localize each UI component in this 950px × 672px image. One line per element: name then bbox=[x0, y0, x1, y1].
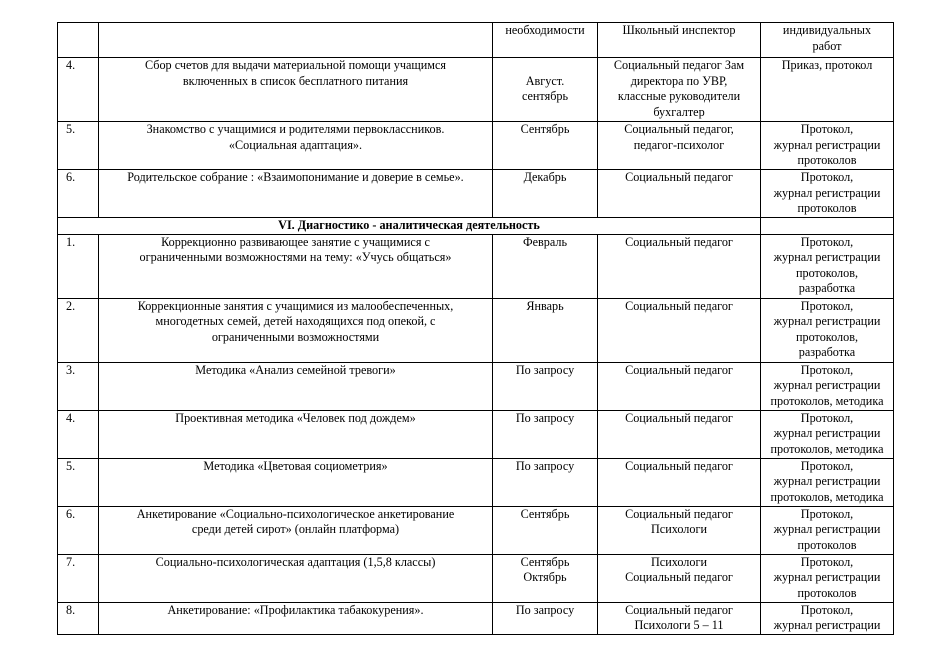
table-row bbox=[58, 298, 894, 362]
row-number-cell: 3. bbox=[58, 362, 99, 410]
timing-cell: Август. сентябрь bbox=[493, 58, 598, 122]
row-number-cell bbox=[58, 23, 99, 58]
timing-cell: Декабрь bbox=[493, 170, 598, 218]
result-cell: Протокол, журнал регистрации протоколов, методика bbox=[761, 458, 894, 506]
timing-cell: Январь bbox=[493, 298, 598, 362]
activity-cell: Анкетирование «Социально-психологическое анкетирование среди детей сирот» (онлайн платформа) bbox=[99, 506, 493, 554]
row-number-cell: 5. bbox=[58, 458, 99, 506]
section-row bbox=[58, 218, 894, 235]
section-title: VI. Диагностико - аналитическая деятельность bbox=[58, 218, 761, 235]
table-row bbox=[58, 554, 894, 602]
responsible-cell: Социальный педагог Психологи 5 – 11 bbox=[598, 602, 761, 634]
result-cell: Протокол, журнал регистрации протоколов, методика bbox=[761, 362, 894, 410]
responsible-cell: Социальный педагог bbox=[598, 410, 761, 458]
result-cell: Протокол, журнал регистрации протоколов bbox=[761, 506, 894, 554]
activity-cell: Методика «Анализ семейной тревоги» bbox=[99, 362, 493, 410]
responsible-cell: Социальный педагог Психологи bbox=[598, 506, 761, 554]
activity-cell: Социально-психологическая адаптация (1,5,8 классы) bbox=[99, 554, 493, 602]
timing-cell: По запросу bbox=[493, 602, 598, 634]
row-number-cell: 2. bbox=[58, 298, 99, 362]
row-number-cell: 6. bbox=[58, 170, 99, 218]
table-row bbox=[58, 234, 894, 298]
activity-cell: Проективная методика «Человек под дождем» bbox=[99, 410, 493, 458]
timing-cell: Февраль bbox=[493, 234, 598, 298]
plan-table bbox=[57, 22, 894, 635]
table-row bbox=[58, 122, 894, 170]
activity-cell: Анкетирование: «Профилактика табакокурения». bbox=[99, 602, 493, 634]
responsible-cell: Школьный инспектор bbox=[598, 23, 761, 58]
result-cell: Протокол, журнал регистрации протоколов, разработка bbox=[761, 298, 894, 362]
table-row bbox=[58, 23, 894, 58]
result-cell: Протокол, журнал регистрации протоколов bbox=[761, 122, 894, 170]
row-number-cell: 4. bbox=[58, 410, 99, 458]
table-row bbox=[58, 506, 894, 554]
timing-cell: Сентябрь Октябрь bbox=[493, 554, 598, 602]
table-row bbox=[58, 458, 894, 506]
result-cell bbox=[761, 218, 894, 235]
activity-cell bbox=[99, 23, 493, 58]
activity-cell: Сбор счетов для выдачи материальной помощи учащимся включенных в список бесплатного питания bbox=[99, 58, 493, 122]
table-row bbox=[58, 170, 894, 218]
result-cell: Протокол, журнал регистрации протоколов, разработка bbox=[761, 234, 894, 298]
responsible-cell: Психологи Социальный педагог bbox=[598, 554, 761, 602]
responsible-cell: Социальный педагог Зам директора по УВР, классные руководители бухгалтер bbox=[598, 58, 761, 122]
row-number-cell: 1. bbox=[58, 234, 99, 298]
result-cell: индивидуальных работ bbox=[761, 23, 894, 58]
row-number-cell: 8. bbox=[58, 602, 99, 634]
table-row bbox=[58, 602, 894, 634]
result-cell: Протокол, журнал регистрации bbox=[761, 602, 894, 634]
result-cell: Протокол, журнал регистрации протоколов, методика bbox=[761, 410, 894, 458]
result-cell: Протокол, журнал регистрации протоколов bbox=[761, 554, 894, 602]
table-row bbox=[58, 362, 894, 410]
result-cell: Приказ, протокол bbox=[761, 58, 894, 122]
activity-cell: Знакомство с учащимися и родителями первоклассников. «Социальная адаптация». bbox=[99, 122, 493, 170]
timing-cell: Сентябрь bbox=[493, 122, 598, 170]
responsible-cell: Социальный педагог bbox=[598, 170, 761, 218]
table-row bbox=[58, 410, 894, 458]
timing-cell: необходимости bbox=[493, 23, 598, 58]
timing-cell: По запросу bbox=[493, 410, 598, 458]
responsible-cell: Социальный педагог bbox=[598, 362, 761, 410]
row-number-cell: 6. bbox=[58, 506, 99, 554]
activity-cell: Коррекционно развивающее занятие с учащимися с ограниченными возможностями на тему: «Учусь общаться» bbox=[99, 234, 493, 298]
row-number-cell: 5. bbox=[58, 122, 99, 170]
timing-cell: По запросу bbox=[493, 458, 598, 506]
timing-cell: По запросу bbox=[493, 362, 598, 410]
row-number-cell: 4. bbox=[58, 58, 99, 122]
row-number-cell: 7. bbox=[58, 554, 99, 602]
activity-cell: Родительское собрание : «Взаимопонимание и доверие в семье». bbox=[99, 170, 493, 218]
activity-cell: Методика «Цветовая социометрия» bbox=[99, 458, 493, 506]
activity-cell: Коррекционные занятия с учащимися из малообеспеченных, многодетных семей, детей находящихся под опекой, с ограниченными возможностями bbox=[99, 298, 493, 362]
responsible-cell: Социальный педагог bbox=[598, 298, 761, 362]
responsible-cell: Социальный педагог, педагог-психолог bbox=[598, 122, 761, 170]
timing-cell: Сентябрь bbox=[493, 506, 598, 554]
responsible-cell: Социальный педагог bbox=[598, 458, 761, 506]
result-cell: Протокол, журнал регистрации протоколов bbox=[761, 170, 894, 218]
responsible-cell: Социальный педагог bbox=[598, 234, 761, 298]
table-row bbox=[58, 58, 894, 122]
